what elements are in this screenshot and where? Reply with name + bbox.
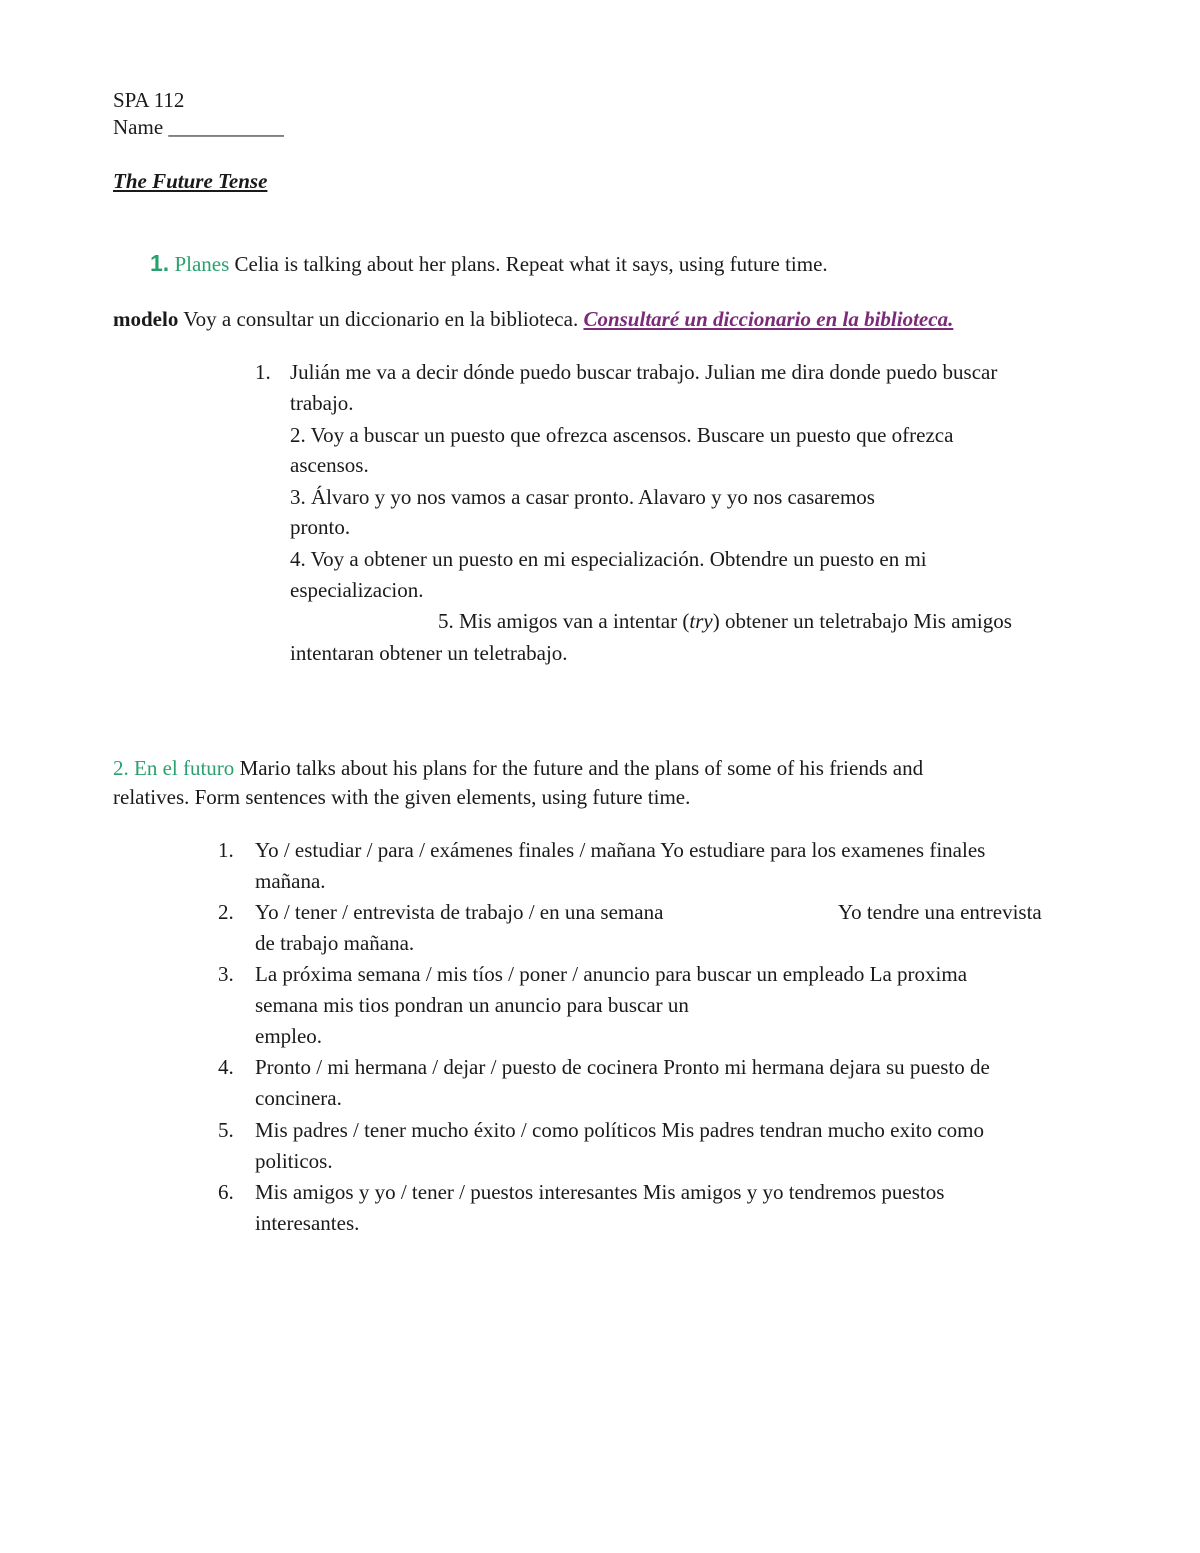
s1-item5-line2: intentaran obtener un teletrabajo. [290, 641, 568, 665]
section1-label: Planes [174, 252, 230, 276]
s2-item5-line1: Mis padres / tener mucho éxito / como políticos Mis padres tendran mucho exito como [255, 1118, 985, 1142]
s2-item2-line2: de trabajo mañana. [255, 931, 415, 955]
s1-item3-line2: pronto. [290, 515, 351, 539]
s2-item-number: 5. [218, 1118, 234, 1142]
model-answer: Consultaré un diccionario en la biblioteca. [583, 307, 954, 331]
section2-instructions-1: Mario talks about his plans for the future and the plans of some of his friends and [239, 756, 924, 780]
s1-item2-line2: ascensos. [290, 453, 369, 477]
s1-item5-italic: try [689, 609, 713, 633]
section2-label: 2. En el futuro [113, 756, 235, 780]
s1-item4-line1: 4. Voy a obtener un puesto en mi especialización. Obtendre un puesto en mi [290, 547, 927, 571]
s2-item5-line2: politicos. [255, 1149, 333, 1173]
s2-item-number: 2. [218, 900, 234, 924]
section2-instructions-2: relatives. Form sentences with the given elements, using future time. [113, 785, 691, 809]
section2-heading [113, 758, 923, 779]
s2-item4-line2: concinera. [255, 1086, 342, 1110]
s2-item1-line2: mañana. [255, 869, 326, 893]
name-blank: ___________ [168, 115, 284, 139]
s1-item5-text-a: 5. Mis amigos van a intentar ( [438, 609, 690, 633]
s1-item2-line1: 2. Voy a buscar un puesto que ofrezca ascensos. Buscare un puesto que ofrezca [290, 423, 954, 447]
s2-item6-line1: Mis amigos y yo / tener / puestos interesantes Mis amigos y yo tendremos puestos [255, 1180, 945, 1204]
model-label: modelo [113, 307, 179, 331]
s1-item5-line1 [438, 611, 1012, 632]
s1-item1-line1: Julián me va a decir dónde puedo buscar trabajo. Julian me dira donde puedo buscar [290, 360, 998, 384]
s2-item1-line1: Yo / estudiar / para / exámenes finales / mañana Yo estudiare para los examenes finales [255, 838, 986, 862]
section1-instructions: Celia is talking about her plans. Repeat what it says, using future time. [234, 252, 828, 276]
s2-item3-line1: La próxima semana / mis tíos / poner / anuncio para buscar un empleado La proxima [255, 962, 968, 986]
page-title: The Future Tense [113, 169, 268, 193]
s1-item1-line2: trabajo. [290, 391, 354, 415]
model-prompt: Voy a consultar un diccionario en la biblioteca. [183, 307, 579, 331]
model-sentence [113, 309, 953, 330]
s1-item3-line1: 3. Álvaro y yo nos vamos a casar pronto. Alavaro y yo nos casaremos [290, 485, 875, 509]
name-field [113, 117, 284, 138]
s2-item-number: 3. [218, 962, 234, 986]
s2-item4-line1: Pronto / mi hermana / dejar / puesto de cocinera Pronto mi hermana dejara su puesto de [255, 1055, 990, 1079]
s1-item5-text-b: ) obtener un teletrabajo Mis amigos [712, 609, 1012, 633]
s1-item-number: 1. [255, 360, 271, 384]
s2-item-number: 1. [218, 838, 234, 862]
s2-item6-line2: interesantes. [255, 1211, 360, 1235]
s2-item2-line1a: Yo / tener / entrevista de trabajo / en una semana [255, 900, 664, 924]
s2-item2-line1b: Yo tendre una entrevista [838, 900, 1042, 924]
s2-item-number: 6. [218, 1180, 234, 1204]
s1-item4-line2: especializacion. [290, 578, 424, 602]
s2-item-number: 4. [218, 1055, 234, 1079]
section1-heading [150, 252, 828, 275]
name-label: Name [113, 115, 164, 139]
section1-number: 1. [150, 250, 170, 276]
s2-item3-line3: empleo. [255, 1024, 323, 1048]
s2-item3-line2: semana mis tios pondran un anuncio para buscar un [255, 993, 689, 1017]
course-code: SPA 112 [113, 88, 185, 112]
